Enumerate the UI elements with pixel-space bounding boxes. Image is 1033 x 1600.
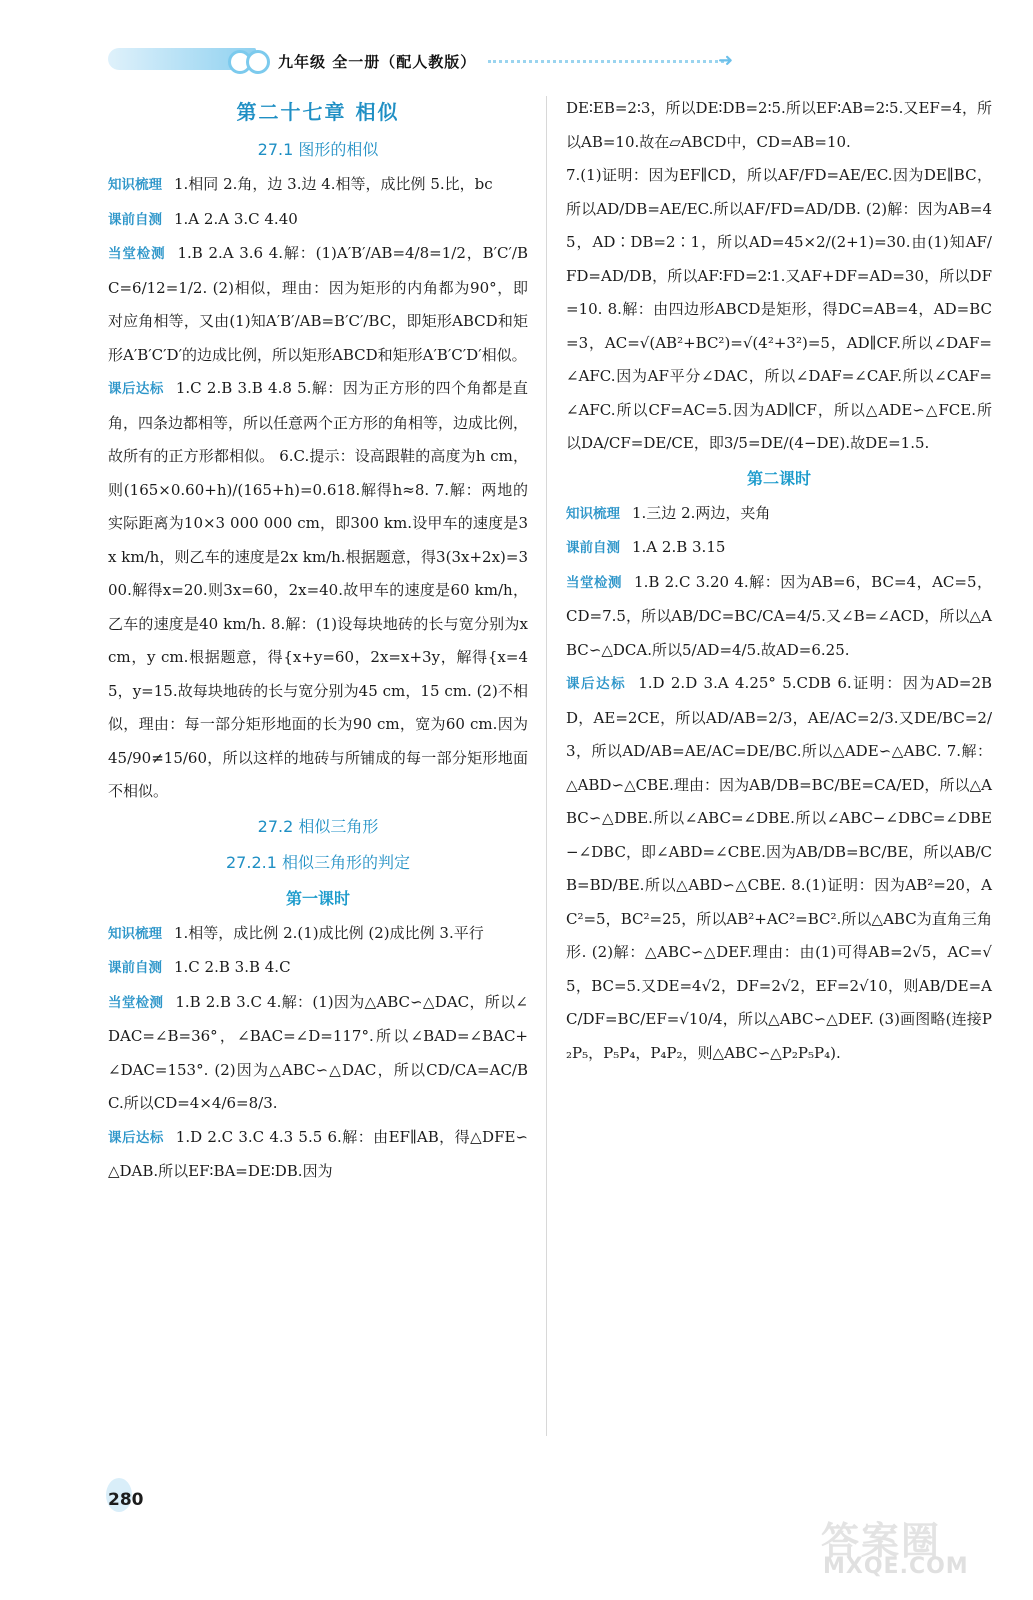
answer-block	[108, 951, 528, 986]
answer-text: 1.B 2.C 3.20 4.解：因为AB=6，BC=4，AC=5，CD=7.5，所以AB/DC=BC/CA=4/5.又∠B=∠ACD，所以△ABC∽△DCA.所以5/AD=4/5.故AD=6.25.	[566, 572, 993, 659]
block-tag: 课前自测	[108, 960, 162, 976]
block-tag: 当堂检测	[108, 994, 164, 1011]
lesson-title: 第二课时	[746, 468, 811, 488]
answer-text: DE∶EB=2∶3，所以DE∶DB=2∶5.所以EF∶AB=2∶5.又EF=4，所以AB=10.故在▱ABCD中，CD=AB=10.	[566, 99, 992, 151]
lesson-title: 第一课时	[285, 888, 350, 908]
answer-block	[108, 168, 528, 203]
answer-block	[108, 917, 528, 952]
answer-text: 1.三边 2.两边，夹角	[632, 503, 771, 522]
right-column	[566, 92, 992, 1070]
block-tag: 课前自测	[108, 211, 162, 228]
answer-block	[108, 237, 528, 372]
section-title: 27.1 图形的相似	[257, 140, 379, 159]
answer-block	[566, 566, 992, 668]
answer-text: 1.相同 2.角，边 3.边 4.相等，成比例 5.比，bc	[174, 175, 493, 193]
answer-block	[566, 497, 992, 532]
answer-text: 1.D 2.C 3.C 4.3 5.5 6.解：由EF∥AB，得△DFE∽△DAB.所以EF∶BA=DE∶DB.因为	[108, 1127, 528, 1180]
answer-text: 1.B 2.B 3.C 4.解：(1)因为△ABC∽△DAC，所以∠DAC=∠B=36°，∠BAC=∠D=117°.所以∠BAD=∠BAC+∠DAC=153°. (2)因为△ABC∽△DAC，所以CD/CA=AC/BC.所以CD=4×4/6=8/3.	[108, 992, 529, 1112]
watermark-url: MXQE.COM	[823, 1554, 969, 1579]
block-tag: 知识梳理	[108, 925, 162, 942]
block-tag: 当堂检测	[566, 574, 623, 591]
answer-text: 7.(1)证明：因为EF∥CD，所以AF/FD=AE/EC.因为DE∥BC，所以AD/DB=AE/EC.所以AF/FD=AD/DB. (2)解：因为AB=45，AD∶DB=2∶1，所以AD=45×2/(2+1)=30.由(1)知AF/FD=AD/DB，所以AF∶FD=2∶1.又AF+DF=AD=30，所以DF=10. 8.解：由四边形ABCD是矩形，得DC=AB=4，AD=BC=3，AC=√(AB²+BC²)=√(4²+3²)=5，AD∥CF.所以∠DAF=∠AFC.因为AF平分∠DAC，所以∠DAF=∠CAF.所以∠CAF=∠AFC.所以CF=AC=5.因为AD∥CF，所以△ADE∽△FCE.所以DA/CF=DE/CE，即3/5=DE/(4−DE).故DE=1.5.	[566, 166, 992, 452]
watermark	[813, 1510, 993, 1580]
block-tag: 课后达标	[108, 381, 164, 397]
block-tag: 课前自测	[566, 540, 620, 556]
subsection-title: 27.2.1 相似三角形的判定	[226, 852, 410, 872]
answer-text: 1.C 2.B 3.B 4.8 5.解：因为正方形的四个角都是直角，四条边都相等，所以任意两个正方形的角相等，边成比例，故所有的正方形都相似。 6.C.提示：设高跟鞋的高度为h cm，则(165×0.60+h)/(165+h)=0.618.解得h≈8. 7.解：两地的实际距离为10×3 000 000 cm，即300 km.设甲车的速度是3x km/h，则乙车的速度是2x km/h.根据题意，得3(3x+2x)=300.解得x=20.则3x=60，2x=40.故甲车的速度是60 km/h，乙车的速度是40 km/h. 8.解：(1)设每块地砖的长与宽分别为x cm，y cm.根据题意，得{x+y=60，2x=x+3y，解得{x=45，y=15.故每块地砖的长与宽分别为45 cm，15 cm. (2)不相似，理由：每一部分矩形地面的长为90 cm，宽为60 cm.因为45/90≠15/60，所以这样的地砖与所铺成的每一部分矩形地面不相似。	[108, 379, 529, 800]
answer-text: 1.A 2.B 3.15	[632, 538, 726, 556]
answer-text: 1.相等，成比例 2.(1)成比例 (2)成比例 3.平行	[174, 923, 484, 942]
column-divider	[546, 96, 547, 1436]
block-tag: 课后达标	[108, 1129, 164, 1146]
block-tag: 知识梳理	[108, 177, 162, 193]
left-column	[108, 92, 528, 1189]
answer-text: 1.B 2.A 3.6 4.解：(1)A′B′/AB=4/8=1/2，B′C′/BC=6/12=1/2. (2)相似，理由：因为矩形的内角都为90°，即对应角相等，又由(1)知A′B′/AB=B′C′/BC，即矩形ABCD和矩形A′B′C′D′的边成比例，所以矩形ABCD和矩形A′B′C′D′相似。	[108, 244, 528, 364]
block-tag: 当堂检测	[108, 246, 166, 262]
answer-block	[566, 667, 992, 1070]
chapter-title: 第二十七章 相似	[236, 100, 400, 124]
header-dotted-line	[488, 60, 724, 63]
answer-text: 1.A 2.A 3.C 4.40	[174, 209, 298, 228]
page-header	[100, 40, 740, 80]
answer-block	[108, 1121, 528, 1189]
answer-block	[108, 203, 528, 238]
answer-text: 1.D 2.D 3.A 4.25° 5.CDB 6.证明：因为AD=2BD，AE=2CE，所以AD/AB=2/3，AE/AC=2/3.又DE/BC=2/3，所以AD/AB=AE/AC=DE/BC.所以△ADE∽△ABC. 7.解：△ABD∽△CBE.理由：因为AB/DB=BC/BE=CA/ED，所以△ABC∽△DBE.所以∠ABC=∠DBE.所以∠ABC−∠DBC=∠DBE−∠DBC，即∠ABD=∠CBE.因为AB/DB=BC/BE，所以AB/CB=BD/BE.所以△ABD∽△CBE. 8.(1)证明：因为AB²=20，AC²=5，BC²=25，所以AB²+AC²=BC².所以△ABC为直角三角形. (2)解：△ABC∽△DEF.理由：由(1)可得AB=2√5，AC=√5，BC=5.又DE=4√2，DF=2√2，EF=2√10，则AB/DE=AC/DF=BC/EF=√10/4，所以△ABC∽△DEF. (3)画图略(连接P₂P₅，P₅P₄，P₄P₂，则△ABC∽△P₂P₅P₄).	[566, 674, 993, 1062]
header-ring-icon	[246, 50, 270, 74]
answer-text: 1.C 2.B 3.B 4.C	[174, 958, 291, 976]
section-title: 27.2 相似三角形	[257, 816, 379, 836]
watermark-logo-text: 答案圈	[821, 1519, 942, 1563]
block-tag: 课后达标	[566, 676, 627, 692]
answer-block	[566, 531, 992, 566]
answer-block	[108, 372, 528, 809]
header-title: 九年级 全一册（配人教版）	[278, 53, 477, 71]
answer-block	[108, 986, 528, 1121]
block-tag: 知识梳理	[566, 505, 620, 522]
header-arrow-icon: ➜	[718, 50, 734, 71]
page-number: 280	[108, 1490, 144, 1510]
